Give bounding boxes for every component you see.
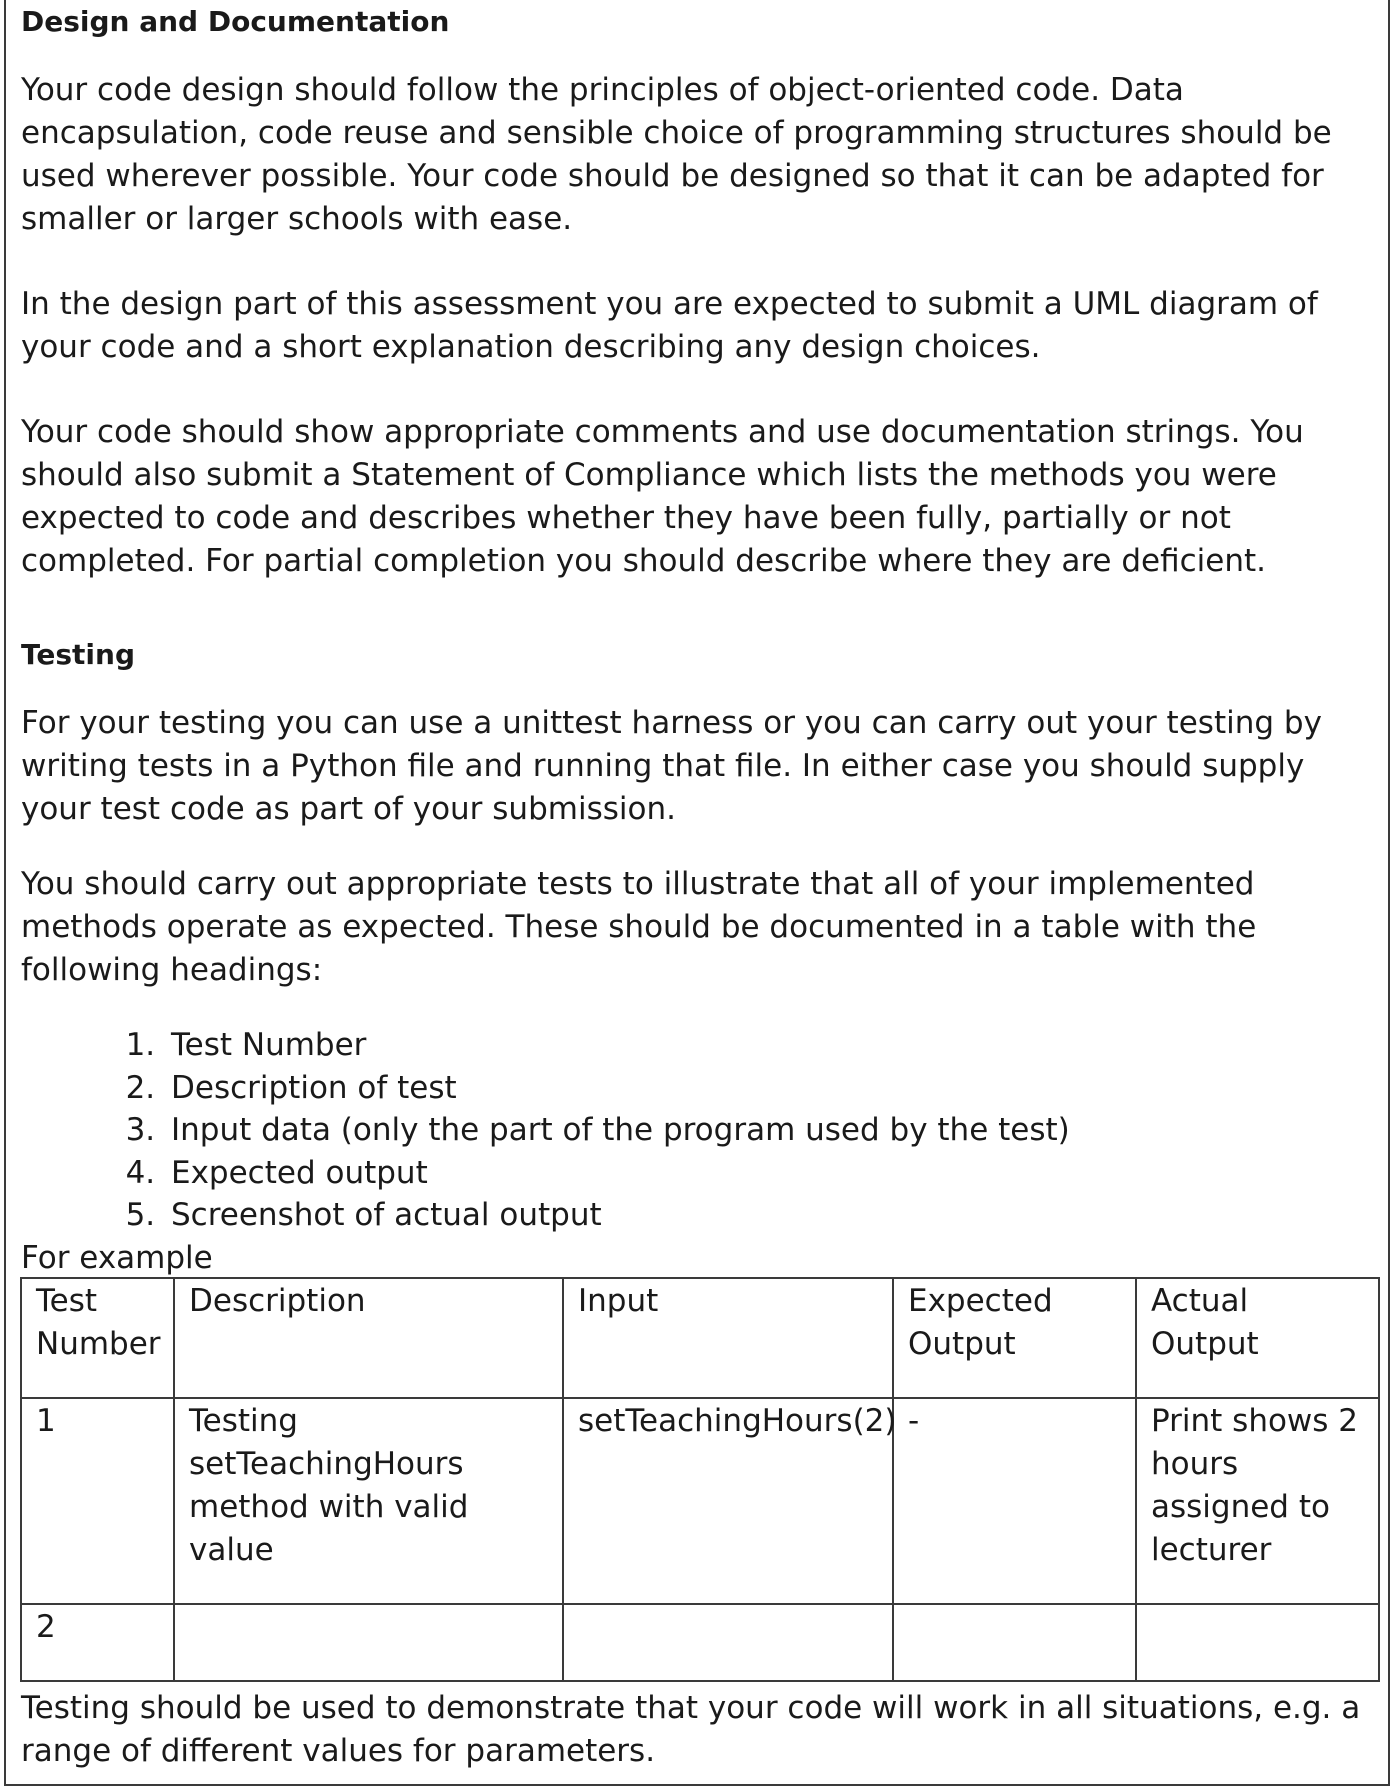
testing-paragraph-1: For your testing you can use a unittest harness or you can carry out your testing by writing tests in a Python file and running that file. In either case you should supply your test code as part of your submission.	[21, 705, 1322, 827]
header-input: Input	[563, 1278, 893, 1398]
example-label: For example	[21, 1239, 213, 1276]
list-item: 2. Description of test	[165, 1067, 1381, 1110]
testing-footer-text: Testing should be used to demonstrate that your code will work in all situations, e.g. a range of different values for parameters.	[21, 1690, 1361, 1769]
example-test-table	[20, 1277, 1380, 1682]
list-item: 4. Expected output	[165, 1152, 1381, 1195]
cell-actual-output: Print shows 2 hours assigned to lecturer	[1136, 1398, 1379, 1604]
table-row	[21, 1604, 1379, 1681]
testing-heading: Testing	[21, 638, 135, 671]
cell-input	[563, 1604, 893, 1681]
cell-test-number: 2	[21, 1604, 174, 1681]
cell-test-number: 1	[21, 1398, 174, 1604]
test-headings-list	[21, 1024, 1381, 1237]
testing-paragraph-2: You should carry out appropriate tests to illustrate that all of your implemented methods operate as expected. These should be documented in a table with the following headings:	[21, 866, 1257, 988]
table-row	[21, 1398, 1379, 1604]
cell-input: setTeachingHours(2)	[563, 1398, 893, 1604]
design-paragraph-3: Your code should show appropriate comments and use documentation strings. You should also submit a Statement of Compliance which lists the methods you were expected to code and describes whether they have been fully, partially or not completed. For partial completion you should describe where they are deficient.	[21, 414, 1304, 579]
table-header-row	[21, 1278, 1379, 1398]
design-heading: Design and Documentation	[21, 5, 450, 38]
header-actual-output: Actual Output	[1136, 1278, 1379, 1398]
list-item: 5. Screenshot of actual output	[165, 1194, 1381, 1237]
list-item: 3. Input data (only the part of the program used by the test)	[165, 1109, 1381, 1152]
cell-description: Testing setTeachingHours method with valid value	[174, 1398, 563, 1604]
document-content	[21, 0, 1381, 1280]
cell-description	[174, 1604, 563, 1681]
header-expected-output: Expected Output	[893, 1278, 1136, 1398]
design-paragraph-1: Your code design should follow the principles of object-oriented code. Data encapsulation, code reuse and sensible choice of programming structures should be used wherever possible. Your code should be designed so that it can be adapted for smaller or larger schools with ease.	[21, 72, 1332, 237]
header-description: Description	[174, 1278, 563, 1398]
cell-actual-output	[1136, 1604, 1379, 1681]
cell-expected-output	[893, 1604, 1136, 1681]
header-test-number: Test Number	[21, 1278, 174, 1398]
cell-expected-output: -	[893, 1398, 1136, 1604]
design-paragraph-2: In the design part of this assessment you are expected to submit a UML diagram of your code and a short explanation describing any design choices.	[21, 286, 1318, 365]
list-item: 1. Test Number	[165, 1024, 1381, 1067]
